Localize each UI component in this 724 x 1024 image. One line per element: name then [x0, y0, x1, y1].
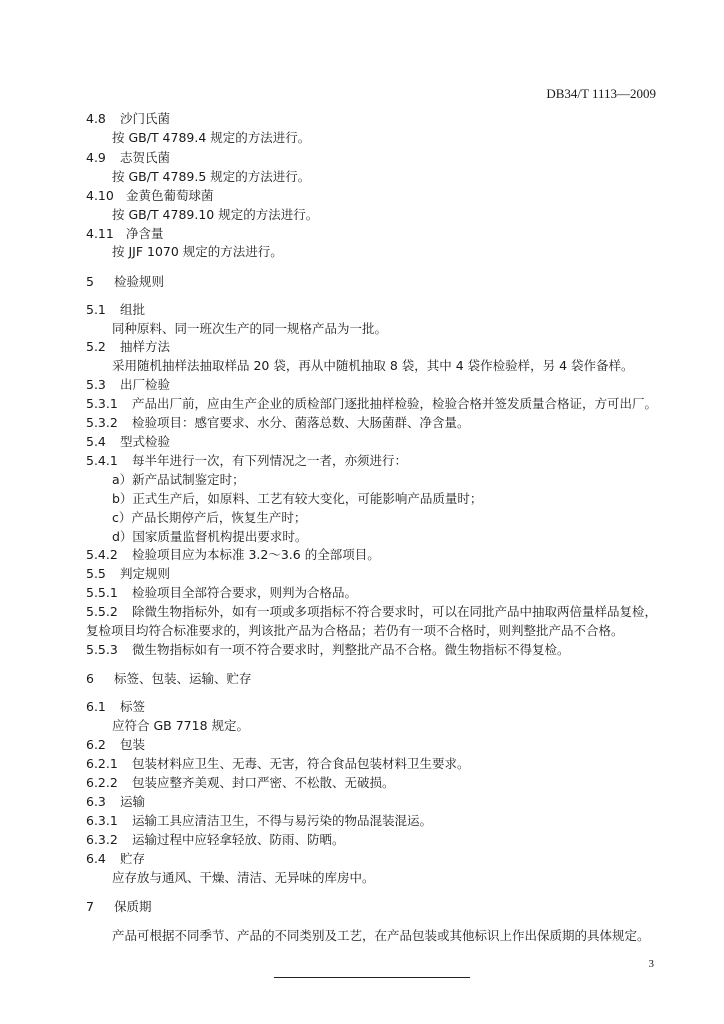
clause-4-9-body: 按 GB/T 4789.5 规定的方法进行。: [112, 169, 311, 184]
list-item-a: a）新产品试制鉴定时；: [112, 472, 245, 487]
clause-6-3-1: 6.3.1 运输工具应清洁卫生，不得与易污染的物品混装混运。: [86, 813, 433, 828]
clause-5-4-heading: 5.4 型式检验: [86, 434, 171, 449]
list-item-c: c）产品长期停产后，恢复生产时；: [112, 510, 307, 525]
clause-5-4-2: 5.4.2 检验项目应为本标准 3.2～3.6 的全部项目。: [86, 547, 380, 562]
list-item-d: d）国家质量监督机构提出要求时。: [112, 529, 308, 544]
clause-6-1-body: 应符合 GB 7718 规定。: [112, 718, 249, 733]
clause-5-5-3: 5.5.3 微生物指标如有一项不符合要求时，判整批产品不合格。微生物指标不得复检。: [86, 642, 570, 657]
standard-code-header: DB34/T 1113—2009: [546, 86, 656, 101]
clause-5-4-1: 5.4.1 每半年进行一次，有下列情况之一者，亦须进行：: [86, 453, 408, 468]
section-7-heading: 7 保质期: [86, 899, 152, 914]
clause-5-3-1: 5.3.1 产品出厂前，应由生产企业的质检部门逐批抽样检验，检验合格并签发质量合格证，方可出厂。: [86, 396, 658, 411]
clause-5-1-body: 同种原料、同一班次生产的同一规格产品为一批。: [112, 321, 388, 336]
page-number: 3: [648, 958, 654, 970]
clause-5-2-body: 采用随机抽样法抽取样品 20 袋，再从中随机抽取 8 袋，其中 4 袋作检验样，另 4 袋作备样。: [112, 358, 634, 373]
clause-6-4-body: 应存放与通风、干燥、清洁、无异味的库房中。: [112, 870, 375, 885]
clause-6-2-1: 6.2.1 包装材料应卫生、无毒、无害，符合食品包装材料卫生要求。: [86, 756, 470, 771]
clause-4-8-body: 按 GB/T 4789.4 规定的方法进行。: [112, 130, 311, 145]
clause-5-5-2: 5.5.2 除微生物指标外，如有一项或多项指标不符合要求时，可以在同批产品中抽取两倍量样品复检，: [86, 604, 658, 619]
clause-5-3-2: 5.3.2 检验项目：感官要求、水分、菌落总数、大肠菌群、净含量。: [86, 415, 470, 430]
clause-5-2-heading: 5.2 抽样方法: [86, 339, 171, 354]
section-6-heading: 6 标签、包装、运输、贮存: [86, 671, 252, 686]
clause-5-5-2-continued: 复检项目均符合标准要求的，判该批产品为合格品；若仍有一项不合格时，则判整批产品不合格。: [86, 623, 624, 638]
clause-5-5-1: 5.5.1 检验项目全部符合要求，则判为合格品。: [86, 585, 358, 600]
clause-6-4-heading: 6.4 贮存: [86, 851, 146, 866]
clause-6-3-heading: 6.3 运输: [86, 794, 146, 809]
clause-4-10-heading: 4.10 金黄色葡萄球菌: [86, 188, 214, 203]
clause-6-1-heading: 6.1 标签: [86, 699, 146, 714]
clause-6-2-heading: 6.2 包装: [86, 737, 146, 752]
footer-rule: [274, 977, 470, 978]
clause-4-11-body: 按 JJF 1070 规定的方法进行。: [112, 244, 283, 259]
clause-6-2-2: 6.2.2 包装应整齐美观、封口严密、不松散、无破损。: [86, 775, 395, 790]
clause-6-3-2: 6.3.2 运输过程中应轻拿轻放、防雨、防晒。: [86, 832, 345, 847]
clause-4-10-body: 按 GB/T 4789.10 规定的方法进行。: [112, 207, 319, 222]
clause-4-8-heading: 4.8 沙门氏菌: [86, 111, 171, 126]
clause-4-9-heading: 4.9 志贺氏菌: [86, 150, 171, 165]
clause-5-5-heading: 5.5 判定规则: [86, 566, 171, 581]
clause-5-1-heading: 5.1 组批: [86, 302, 146, 317]
section-5-heading: 5 检验规则: [86, 274, 165, 289]
clause-5-3-heading: 5.3 出厂检验: [86, 377, 171, 392]
list-item-b: b）正式生产后，如原料、工艺有较大变化，可能影响产品质量时；: [112, 491, 483, 506]
clause-4-11-heading: 4.11 净含量: [86, 226, 164, 241]
section-7-body: 产品可根据不同季节、产品的不同类别及工艺，在产品包装或其他标识上作出保质期的具体规定。: [112, 928, 650, 943]
